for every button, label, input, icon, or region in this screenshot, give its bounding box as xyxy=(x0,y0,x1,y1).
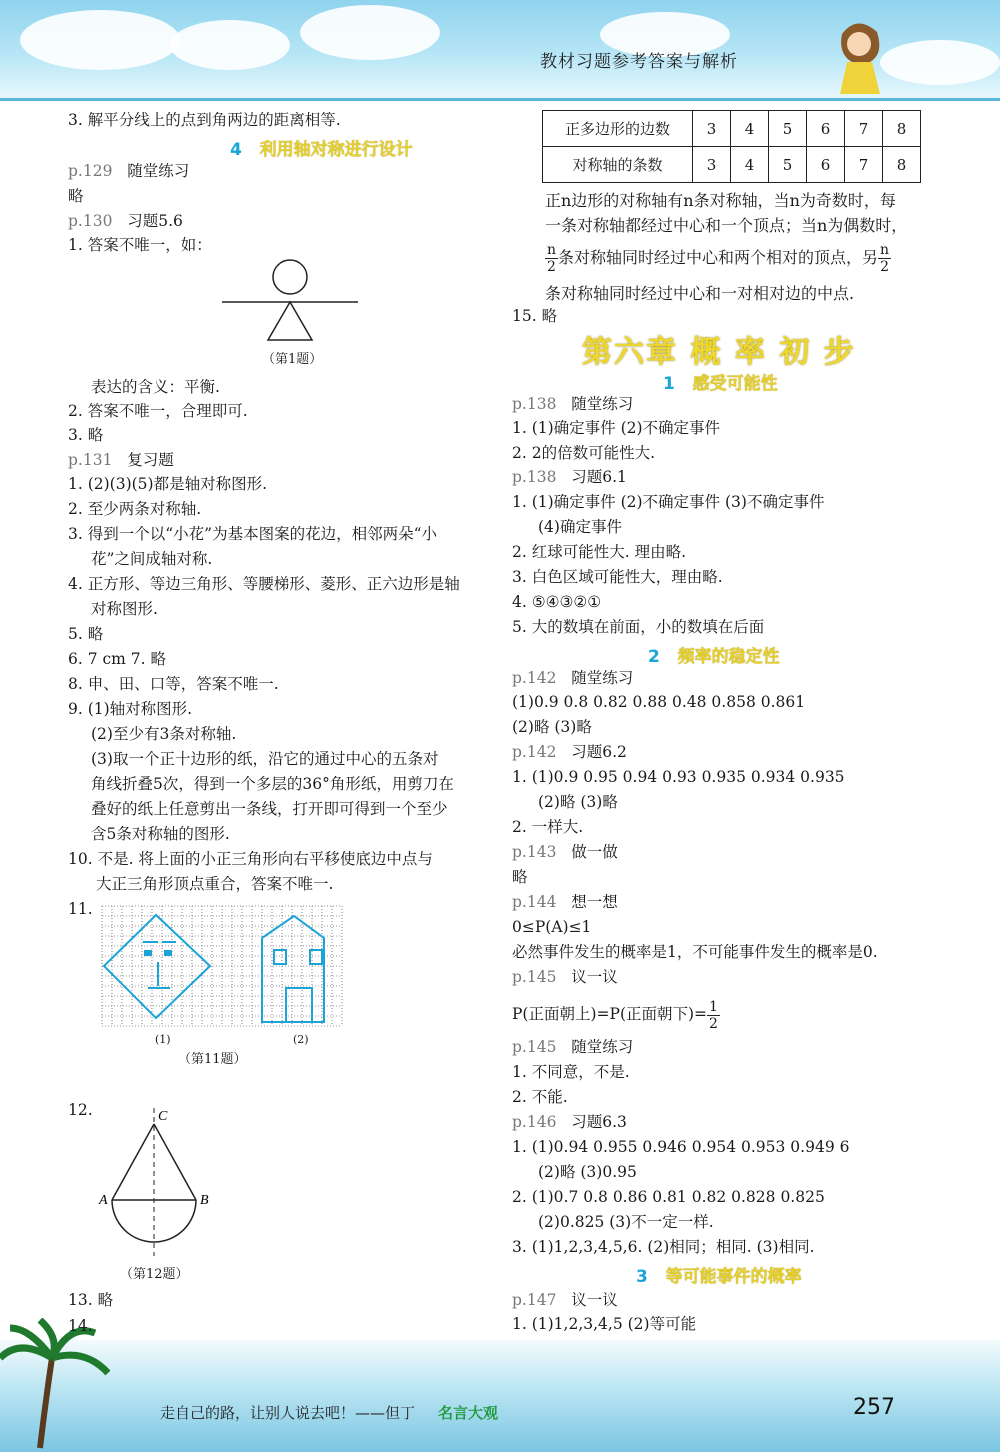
figure-caption: （第11题） xyxy=(178,1052,247,1067)
page-ref: p.143 做一做 xyxy=(512,843,618,861)
balance-figure xyxy=(220,255,360,347)
page-ref: p.144 想一想 xyxy=(512,893,618,911)
answer-line: 2. (1)0.7 0.8 0.86 0.81 0.82 0.828 0.825 xyxy=(512,1188,825,1206)
answer-line: 必然事件发生的概率是1，不可能事件发生的概率是0. xyxy=(512,943,878,961)
answer-line: (2)略 (3)略 xyxy=(512,718,592,736)
answer-line: (3)取一个正十边形的纸，沿它的通过中心的五条对 xyxy=(91,750,439,768)
page-number: 257 xyxy=(853,1395,895,1420)
answer-line: 3. 略 xyxy=(68,426,104,444)
table-row xyxy=(543,111,921,147)
answer-line: 大正三角形顶点重合，答案不唯一. xyxy=(96,875,334,893)
page-ref: p.142 随堂练习 xyxy=(512,669,634,687)
answer-line: 2. 答案不唯一，合理即可. xyxy=(68,402,248,420)
answer-line: 15. 略 xyxy=(512,307,558,325)
table-cell: 3 xyxy=(693,147,731,183)
answer-line: 1. (2)(3)(5)都是轴对称图形. xyxy=(68,475,268,493)
answer-line: 略 xyxy=(68,187,84,205)
answer-line: 条对称轴同时经过中心和一对相对边的中点. xyxy=(545,284,855,303)
answer-line: 5. 大的数填在前面，小的数填在后面 xyxy=(512,618,765,636)
answer-line: $\frac{n}{2}$ 条对称轴同时经过中心和两个相对的顶点，另 $\frac{n}{2}$ xyxy=(547,242,890,275)
page-ref: p.146 习题6.3 xyxy=(512,1113,627,1131)
page-ref: p.145 议一议 xyxy=(512,968,618,986)
figure-caption: （第12题） xyxy=(120,1267,189,1282)
section-heading: 4 利用轴对称进行设计 xyxy=(230,140,413,160)
page-ref: p.142 习题6.2 xyxy=(512,743,627,761)
answer-line: 6. 7 cm 7. 略 xyxy=(68,650,167,668)
answer-line: 1. (1)1,2,3,4,5 (2)等可能 xyxy=(512,1315,697,1333)
answer-line: 9. (1)轴对称图形. xyxy=(68,700,193,718)
answer-line: 2. 红球可能性大. 理由略. xyxy=(512,543,686,561)
page-ref: p.138 习题6.1 xyxy=(512,468,627,486)
answer-line: 略 xyxy=(512,868,528,886)
cartoon-girl-icon xyxy=(822,14,892,98)
fraction: $\frac{1}{2}$ xyxy=(709,998,718,1032)
answer-line: 3. (1)1,2,3,4,5,6. (2)相同；相同. (3)相同. xyxy=(512,1238,815,1256)
header-divider xyxy=(0,98,1000,101)
answer-line: (2)至少有3条对称轴. xyxy=(91,725,237,743)
answer-line: 1. 不同意，不是. xyxy=(512,1063,630,1081)
header-title: 教材习题参考答案与解析 xyxy=(540,52,738,72)
fraction: $\frac{n}{2}$ xyxy=(547,242,557,275)
answer-line: 花”之间成轴对称. xyxy=(91,550,213,568)
page-ref: p.147 议一议 xyxy=(512,1291,618,1309)
answer-line: 0≤P(A)≤1 xyxy=(512,918,592,936)
page-ref: p.130 习题5.6 xyxy=(68,212,183,230)
table-cell: 8 xyxy=(883,111,921,147)
page-ref: p.145 随堂练习 xyxy=(512,1038,634,1056)
table-cell: 正多边形的边数 xyxy=(543,111,693,147)
answer-line: 3. 白色区域可能性大，理由略. xyxy=(512,568,723,586)
answer-line: 2. 不能. xyxy=(512,1088,568,1106)
answer-line: (2)0.825 (3)不一定一样. xyxy=(538,1213,714,1231)
answer-line: 1. (1)确定事件 (2)不确定事件 (3)不确定事件 xyxy=(512,493,825,511)
answer-line: 1. (1)0.94 0.955 0.946 0.954 0.953 0.949 6 xyxy=(512,1138,850,1156)
answer-line: 含5条对称轴的图形. xyxy=(91,825,230,843)
answer-line: 11. xyxy=(68,900,93,918)
table-cell: 8 xyxy=(883,147,921,183)
answer-line: 表达的含义：平衡. xyxy=(91,378,220,396)
fraction: $\frac{n}{2}$ xyxy=(880,242,890,275)
answer-line: 角线折叠5次，得到一个多层的36°角形纸，用剪刀在 xyxy=(91,775,454,793)
answer-line: 10. 不是. 将上面的小正三角形向右平移使底边中点与 xyxy=(68,850,433,868)
answer-line: 正n边形的对称轴有n条对称轴，当n为奇数时，每 xyxy=(545,191,896,210)
answer-line: 2. 2的倍数可能性大. xyxy=(512,444,656,462)
answer-line: (1)0.9 0.8 0.82 0.88 0.48 0.858 0.861 xyxy=(512,693,806,711)
answer-line: (2)略 (3)略 xyxy=(538,793,618,811)
answer-line: 2. 至少两条对称轴. xyxy=(68,500,202,518)
answer-line: 2. 一样大. xyxy=(512,818,584,836)
answer-line: 对称图形. xyxy=(91,600,158,618)
answer-line: 14. xyxy=(68,1317,93,1335)
table-cell: 6 xyxy=(807,147,845,183)
answer-line: 4. 正方形、等边三角形、等腰梯形、菱形、正六边形是轴 xyxy=(68,575,460,593)
table-cell: 4 xyxy=(731,147,769,183)
answer-line: (4)确定事件 xyxy=(538,518,622,536)
point-label-a: A xyxy=(99,1193,108,1208)
table-cell: 3 xyxy=(693,111,731,147)
section-heading: 2 频率的稳定性 xyxy=(648,647,780,667)
answer-line: 3. 解平分线上的点到角两边的距离相等. xyxy=(68,111,341,129)
figure-sublabel: (1) xyxy=(155,1033,171,1046)
answer-line: 4. ⑤④③②① xyxy=(512,593,602,611)
answer-line: 13. 略 xyxy=(68,1291,114,1309)
table-row xyxy=(543,147,921,183)
table-cell: 5 xyxy=(769,147,807,183)
page-ref: p.129 随堂练习 xyxy=(68,162,190,180)
figure-sublabel: (2) xyxy=(293,1033,309,1046)
cone-figure-12 xyxy=(96,1104,226,1262)
footer-brand: 名言大观 xyxy=(438,1404,499,1422)
polygon-symmetry-table xyxy=(542,110,921,183)
table-cell: 7 xyxy=(845,111,883,147)
answer-line: 1. (1)确定事件 (2)不确定事件 xyxy=(512,419,721,437)
answer-line: 12. xyxy=(68,1101,93,1119)
answer-line: P(正面朝上)=P(正面朝下)= $\frac{1}{2}$ xyxy=(512,998,718,1032)
table-cell: 5 xyxy=(769,111,807,147)
answer-line: 叠好的纸上任意剪出一条线，打开即可得到一个至少 xyxy=(91,800,448,818)
table-cell: 对称轴的条数 xyxy=(543,147,693,183)
grid-figure-11 xyxy=(98,902,348,1032)
answer-line: 1. (1)0.9 0.95 0.94 0.93 0.935 0.934 0.935 xyxy=(512,768,845,786)
table-cell: 4 xyxy=(731,111,769,147)
point-label-b: B xyxy=(200,1193,209,1208)
footer-quote: 走自己的路，让别人说去吧！——但丁 xyxy=(160,1404,416,1422)
answer-line: 3. 得到一个以“小花”为基本图案的花边，相邻两朵“小 xyxy=(68,525,437,543)
palm-tree-icon xyxy=(0,1318,110,1452)
answer-line: 8. 申、田、口等，答案不唯一. xyxy=(68,675,279,693)
figure-caption: （第1题） xyxy=(262,352,323,367)
page-footer-banner xyxy=(0,1340,1000,1452)
answer-line: (2)略 (3)0.95 xyxy=(538,1163,637,1181)
section-heading: 1 感受可能性 xyxy=(663,374,778,394)
answer-line: 5. 略 xyxy=(68,625,104,643)
point-label-c: C xyxy=(158,1109,168,1124)
chapter-title: 第六章 概 率 初 步 xyxy=(582,335,856,370)
page-ref: p.138 随堂练习 xyxy=(512,395,634,413)
table-cell: 7 xyxy=(845,147,883,183)
page-ref: p.131 复习题 xyxy=(68,451,174,469)
answer-line: 1. 答案不唯一，如： xyxy=(68,236,212,254)
answer-line: 一条对称轴都经过中心和一个顶点；当n为偶数时， xyxy=(545,216,908,235)
section-heading: 3 等可能事件的概率 xyxy=(636,1267,802,1287)
table-cell: 6 xyxy=(807,111,845,147)
